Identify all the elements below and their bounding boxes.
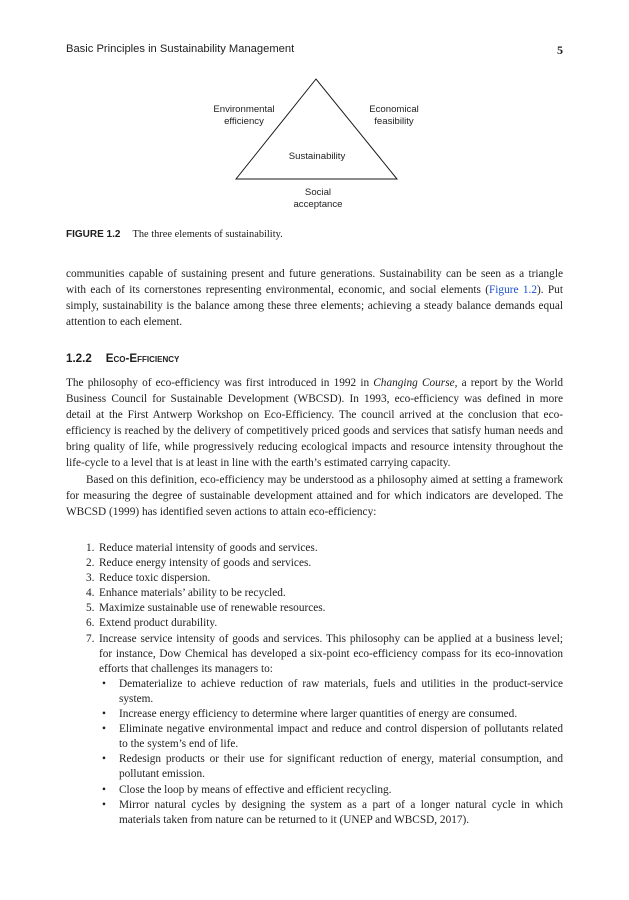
bullet-text: Dematerialize to achieve reduction of raw materials, fuels and utilities in the product-service system. xyxy=(119,677,563,705)
label-social-acceptance: Social acceptance xyxy=(293,187,343,210)
intro-paragraph-block xyxy=(66,266,563,330)
bullet-text: Close the loop by means of effective and efficient recycling. xyxy=(119,783,392,796)
intro-text-1: communities capable of sustaining present and future generations. Sustainability can be seen as a triangle with each of its cornerstones representing environmental, economic, and social elements ( xyxy=(66,268,563,297)
sustainability-triangle-figure xyxy=(0,76,629,216)
bullet-icon: • xyxy=(102,798,106,811)
list-text: Extend product durability. xyxy=(99,617,218,630)
list-text: Reduce toxic dispersion. xyxy=(99,572,211,585)
list-item xyxy=(86,616,563,631)
bullet-text: Eliminate negative environmental impact and reduce and control dispersion of pollutants related to the system’s end of life. xyxy=(119,723,563,751)
section-heading xyxy=(66,352,179,365)
figure-1-2-link[interactable]: Figure 1.2 xyxy=(489,284,537,297)
list-item xyxy=(86,586,563,601)
label-sustainability: Sustainability xyxy=(288,151,346,162)
bullet-item xyxy=(99,752,563,782)
section-paragraph-2: Based on this definition, eco-efficiency may be understood as a philosophy aimed at setting a framework for measuring the degree of sustainable development attained and for which indicators are developed. The WBCSD (1999) has identified seven actions to attain eco-efficiency: xyxy=(66,473,563,518)
running-title: Basic Principles in Sustainability Management xyxy=(66,43,295,55)
section-paragraph-1 xyxy=(66,375,563,472)
list-item xyxy=(86,601,563,616)
list-number: 2. xyxy=(86,557,95,570)
bullet-icon: • xyxy=(102,708,106,721)
list-text: Reduce material intensity of goods and services. xyxy=(99,542,318,554)
list-item xyxy=(86,571,563,586)
intro-text-2: ). Put simply, sustainability is the balance among these three elements; achieving a steady balance demands equal attention to each element. xyxy=(66,284,563,329)
list-item xyxy=(86,632,563,828)
list-text: Maximize sustainable use of renewable resources. xyxy=(99,602,326,615)
list-number: 1. xyxy=(86,542,95,554)
section-title: Eco-Efficiency xyxy=(105,352,180,365)
p1-report-title: Changing Course, xyxy=(373,377,458,389)
figure-caption-text: The three elements of sustainability. xyxy=(132,229,283,240)
p1-text-before: The philosophy of eco-efficiency was first introduced in 1992 in xyxy=(66,377,374,389)
figure-number: FIGURE 1.2 xyxy=(66,229,121,240)
list-item xyxy=(86,541,563,556)
list-number: 5. xyxy=(86,602,95,615)
bullet-item xyxy=(99,677,563,707)
triangle-outline xyxy=(236,79,397,179)
figure-caption xyxy=(66,229,283,240)
eco-efficiency-actions-list xyxy=(86,541,563,828)
bullet-item xyxy=(99,798,563,828)
page-number: 5 xyxy=(557,43,563,57)
dow-compass-bullet-list xyxy=(99,677,563,828)
list-text: Enhance materials’ ability to be recycled. xyxy=(99,587,286,600)
list-text: Reduce energy intensity of goods and services. xyxy=(99,557,312,570)
bullet-item xyxy=(99,722,563,752)
bullet-text: Redesign products or their use for significant reduction of energy, material consumption, and pollutant emission. xyxy=(119,753,563,781)
list-number: 7. xyxy=(86,632,95,645)
list-number: 6. xyxy=(86,617,95,630)
list-text: Increase service intensity of goods and services. This philosophy can be applied at a business level; for instance, Dow Chemical has developed a six-point eco-efficiency compass for its eco-innovation efforts that challenges its managers to: xyxy=(99,632,563,675)
section-number: 1.2.2 xyxy=(66,352,92,365)
bullet-text: Mirror natural cycles by designing the system as a part of a longer natural cycle in which materials taken from nature can be returned to it (UNEP and WBCSD, 2017). xyxy=(119,798,563,826)
list-number: 3. xyxy=(86,572,95,585)
list-item xyxy=(86,556,563,571)
label-economical-feasibility: Economical feasibility xyxy=(369,104,419,127)
label-environmental-efficiency: Environmental efficiency xyxy=(213,104,275,127)
intro-paragraph xyxy=(66,266,563,330)
bullet-text: Increase energy efficiency to determine where larger quantities of energy are consumed. xyxy=(119,708,518,721)
bullet-icon: • xyxy=(102,783,106,796)
bullet-item xyxy=(99,783,563,798)
bullet-icon: • xyxy=(102,677,106,690)
running-head xyxy=(66,43,563,58)
bullet-item xyxy=(99,707,563,722)
section-body xyxy=(66,375,563,520)
list-number: 4. xyxy=(86,587,95,600)
p1-text-after: a report by the World Business Council for Sustainable Development (WBCSD). In 1993, eco-efficiency was defined in more detail at the First Antwerp Workshop on Eco-Efficiency. The council arrived at the conclusion that eco-efficiency is reached by the delivery of competitively priced goods and services that satisfy human needs and bring quality of life, while progressively reducing ecological impacts and resource intensity throughout the life-cycle to a level that is at least in line with the earth’s estimated carrying capacity. xyxy=(66,377,563,470)
bullet-icon: • xyxy=(102,753,106,766)
bullet-icon: • xyxy=(102,723,106,736)
